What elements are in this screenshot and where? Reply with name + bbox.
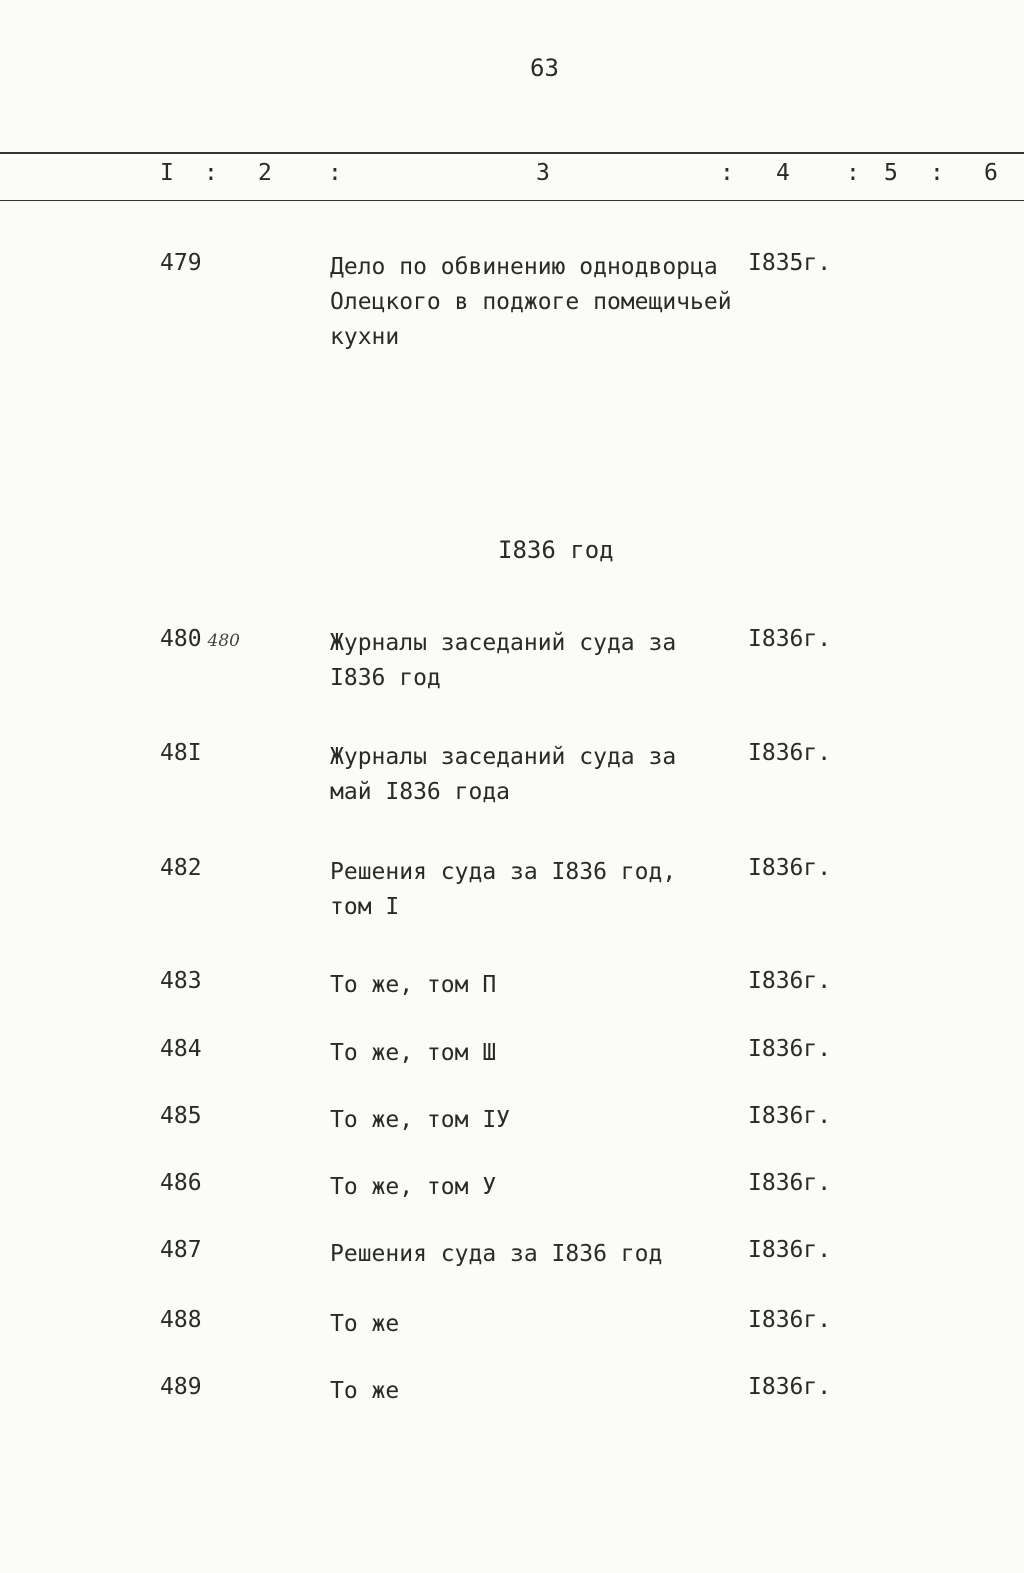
column-separator: : — [846, 160, 860, 186]
entry-date: I836г. — [748, 626, 832, 652]
entry-description: То же, том IУ — [330, 1107, 511, 1133]
column-header-6: 6 — [984, 160, 998, 186]
entry-number: 483 — [160, 968, 202, 994]
entry-number: 479 — [160, 250, 202, 276]
column-separator: : — [328, 160, 342, 186]
entry-number: 486 — [160, 1170, 202, 1196]
entry-description: То же — [330, 1378, 400, 1404]
entry-description: Решения суда за I836 год, том I — [330, 859, 677, 920]
entry-number: 48I — [160, 740, 202, 766]
entry-date: I835г. — [748, 250, 832, 276]
column-header-2: 2 — [258, 160, 272, 186]
column-separator: : — [204, 160, 218, 186]
entry-number: 482 — [160, 855, 202, 881]
entry-date: I836г. — [748, 1170, 832, 1196]
entry-number-value: 480 — [160, 626, 202, 652]
page-number: 63 — [530, 54, 559, 82]
entry-date: I836г. — [748, 1103, 832, 1129]
entry-description: Журналы заседаний суда за I836 год — [330, 630, 677, 691]
entry-description: Журналы заседаний суда за май I836 года — [330, 744, 677, 805]
entry-description: То же, том П — [330, 972, 497, 998]
entry-number: 489 — [160, 1374, 202, 1400]
section-title: I836 год — [498, 536, 614, 564]
column-header-4: 4 — [776, 160, 790, 186]
entry-description: То же, том У — [330, 1174, 497, 1200]
column-separator: : — [930, 160, 944, 186]
entry-description: То же, том Ш — [330, 1040, 497, 1066]
entry-date: I836г. — [748, 1036, 832, 1062]
entry-description: Дело по обвинению однодворца Олецкого в поджоге помещичьей кухни — [330, 254, 732, 350]
header-top-rule — [0, 152, 1024, 154]
column-separator: : — [720, 160, 734, 186]
entry-date: I836г. — [748, 1374, 832, 1400]
entry-number: 485 — [160, 1103, 202, 1129]
entry-number: 487 — [160, 1237, 202, 1263]
entry-date: I836г. — [748, 968, 832, 994]
column-header-3: 3 — [536, 160, 550, 186]
entry-date: I836г. — [748, 740, 832, 766]
column-header-5: 5 — [884, 160, 898, 186]
entry-description: То же — [330, 1311, 400, 1337]
entry-date: I836г. — [748, 1307, 832, 1333]
handwritten-note: 480 — [207, 631, 240, 651]
entry-date: I836г. — [748, 855, 832, 881]
column-header-1: I — [160, 160, 174, 186]
entry-date: I836г. — [748, 1237, 832, 1263]
entry-number — [160, 626, 240, 652]
entry-number: 488 — [160, 1307, 202, 1333]
entry-number: 484 — [160, 1036, 202, 1062]
entry-description: Решения суда за I836 год — [330, 1241, 663, 1267]
header-bottom-rule — [0, 200, 1024, 201]
